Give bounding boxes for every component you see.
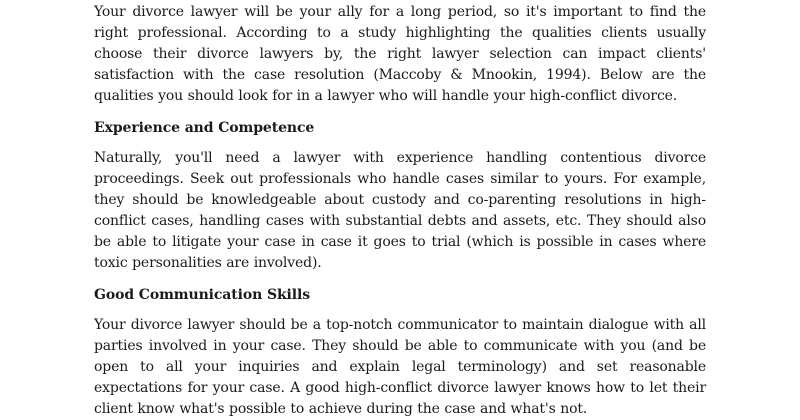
article-body [94,2,706,420]
section-paragraph-communication: Your divorce lawyer should be a top-notch communicator to maintain dialogue with all parties involved in your case. They should be able to communicate with you (and be open to all your inquiries and explain legal terminology) and set reasonable expectations for your case. A good high-conflict divorce lawyer knows how to let their client know what's possible to achieve during the case and what's not. [94,317,706,417]
intro-paragraph: Your divorce lawyer will be your ally for a long period, so it's important to find the right professional. According to a study highlighting the qualities clients usually choose their divorce lawyers by, the right lawyer selection can impact clients' satisfaction with the case resolution (Maccoby & Mnookin, 1994). Below are the qualities you should look for in a lawyer who will handle your high-conflict divorce. [94,4,706,104]
section-paragraph-experience: Naturally, you'll need a lawyer with experience handling contentious divorce proceedings. Seek out professionals who handle cases similar to yours. For example, they should be knowledgeable about custody and co-parenting resolutions in high-conflict cases, handling cases with substantial debts and assets, etc. They should also be able to litigate your case in case it goes to trial (which is possible in cases where toxic personalities are involved). [94,150,706,271]
section-heading-communication: Good Communication Skills [94,287,310,303]
section-heading-experience: Experience and Competence [94,120,315,136]
